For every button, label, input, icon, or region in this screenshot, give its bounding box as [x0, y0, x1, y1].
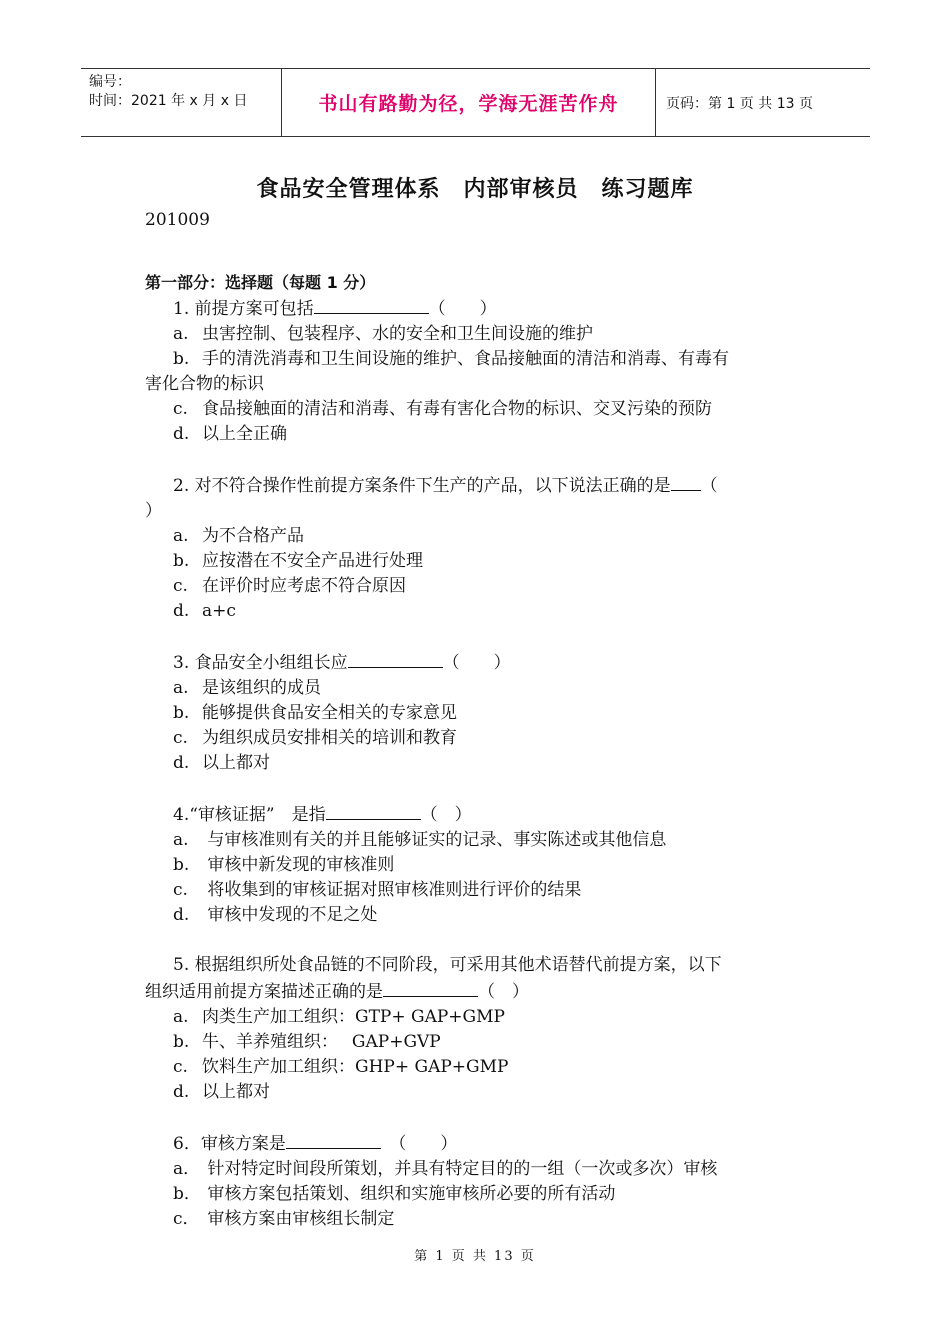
option-text: 虫害控制、包装程序、水的安全和卫生间设施的维护 [202, 324, 593, 344]
option-item [145, 1182, 810, 1207]
question-text: 1. 前提方案可包括 [173, 299, 314, 319]
question-item [145, 1105, 810, 1232]
option-label: a. [173, 678, 189, 698]
question-spacer [145, 447, 810, 472]
option-text: 肉类生产加工组织：GTP+ GAP+GMP [202, 1007, 505, 1027]
option-item [145, 422, 810, 447]
option-item [145, 1055, 810, 1080]
option-text: 是该组织的成员 [202, 678, 321, 698]
option-label: d. [173, 601, 190, 621]
answer-blank [383, 978, 478, 997]
question-stem [145, 953, 810, 978]
question-stem [145, 649, 810, 676]
option-text: 以上全正确 [202, 424, 287, 444]
question-spacer [145, 624, 810, 649]
answer-blank [314, 295, 429, 314]
option-label: b. [173, 855, 190, 875]
answer-blank [348, 649, 443, 668]
option-text: 应按潜在不安全产品进行处理 [202, 551, 423, 571]
document-code: 201009 [145, 210, 210, 230]
answer-blank [286, 1130, 381, 1149]
answer-parentheses: （ [700, 476, 718, 496]
option-item [145, 549, 810, 574]
option-item [145, 903, 810, 928]
question-item [145, 928, 810, 1105]
answer-blank [326, 801, 421, 820]
option-text: 审核中新发现的审核准则 [202, 855, 395, 875]
time-label: 时间：2021 年 x 月 x 日 [89, 93, 248, 109]
answer-parentheses: （ ） [420, 805, 472, 825]
answer-blank [671, 472, 701, 491]
option-text: 手的清洗消毒和卫生间设施的维护、食品接触面的清洁和消毒、有毒有 [202, 349, 729, 369]
question-spacer [145, 776, 810, 801]
option-text: 审核方案由审核组长制定 [202, 1209, 395, 1229]
option-label: d. [173, 753, 190, 773]
question-stem [145, 295, 810, 322]
option-text: 针对特定时间段所策划，并具有特定目的的一组（一次或多次）审核 [202, 1159, 718, 1179]
serial-label: 编号： [89, 74, 131, 90]
question-list [145, 295, 810, 1232]
option-label: c. [173, 728, 188, 748]
section-heading: 第一部分：选择题（每题 1 分） [145, 273, 376, 292]
option-item [145, 701, 810, 726]
option-text-continued: 害化合物的标识 [145, 374, 264, 394]
option-item [145, 853, 810, 878]
question-item [145, 624, 810, 776]
option-label: a. [173, 1007, 189, 1027]
option-label: a. [173, 526, 189, 546]
document-body [145, 270, 810, 1232]
option-label: c. [173, 880, 188, 900]
question-spacer [145, 1105, 810, 1130]
answer-parentheses: （ ） [380, 1134, 458, 1154]
option-label: d. [173, 424, 190, 444]
question-stem-continued [145, 978, 810, 1005]
document-title: 食品安全管理体系 内部审核员 练习题库 [256, 177, 694, 202]
page-header [81, 68, 870, 137]
question-text: 5. 根据组织所处食品链的不同阶段，可采用其他术语替代前提方案，以下 [173, 955, 722, 975]
option-item [145, 599, 810, 624]
option-text: 与审核准则有关的并且能够证实的记录、事实陈述或其他信息 [202, 830, 667, 850]
question-text: 组织适用前提方案描述正确的是 [145, 982, 383, 1002]
question-item [145, 295, 810, 447]
option-item [145, 676, 810, 701]
option-item [145, 524, 810, 549]
option-label: a. [173, 830, 189, 850]
question-spacer [145, 928, 810, 953]
option-text: 牛、羊养殖组织： GAP+GVP [202, 1032, 441, 1052]
option-text: 能够提供食品安全相关的专家意见 [202, 703, 457, 723]
question-text: 3. 食品安全小组组长应 [173, 653, 348, 673]
question-stem [145, 801, 810, 828]
option-label: b. [173, 1032, 190, 1052]
question-text: 2. 对不符合操作性前提方案条件下生产的产品，以下说法正确的是 [173, 476, 671, 496]
option-item [145, 1080, 810, 1105]
header-motto: 书山有路勤为径，学海无涯苦作舟 [281, 69, 656, 136]
option-item [145, 1157, 810, 1182]
option-text: 为组织成员安排相关的培训和教育 [202, 728, 457, 748]
option-text: a+c [202, 601, 236, 621]
question-text: 6．审核方案是 [173, 1134, 286, 1154]
question-item [145, 447, 810, 624]
option-item [145, 1005, 810, 1030]
question-text: 4.“审核证据” 是指 [173, 805, 326, 825]
option-label: b. [173, 703, 190, 723]
question-item [145, 776, 810, 928]
option-label: a. [173, 324, 189, 344]
header-page-info: 页码：第 1 页 共 13 页 [666, 95, 813, 112]
option-text: 以上都对 [202, 1082, 270, 1102]
option-text: 将收集到的审核证据对照审核准则进行评价的结果 [202, 880, 582, 900]
option-text: 以上都对 [202, 753, 270, 773]
answer-parentheses: （ ） [442, 653, 511, 673]
option-text: 饮料生产加工组织：GHP+ GAP+GMP [202, 1057, 509, 1077]
option-item [145, 397, 810, 422]
option-text: 为不合格产品 [202, 526, 304, 546]
option-item [145, 322, 810, 347]
question-stem [145, 1130, 810, 1157]
option-label: d. [173, 905, 190, 925]
header-meta [81, 69, 281, 136]
option-label: c. [173, 399, 188, 419]
option-item [145, 878, 810, 903]
option-item [145, 726, 810, 751]
option-label: b. [173, 551, 190, 571]
option-text: 食品接触面的清洁和消毒、有毒有害化合物的标识、交叉污染的预防 [202, 399, 712, 419]
option-label: c. [173, 1057, 188, 1077]
answer-parentheses: （ ） [478, 982, 529, 1002]
question-stem-continued: ） [145, 501, 162, 521]
question-stem [145, 472, 810, 499]
option-text: 在评价时应考虑不符合原因 [202, 576, 406, 596]
option-label: d. [173, 1082, 190, 1102]
option-text: 审核中发现的不足之处 [202, 905, 378, 925]
option-label: a． [173, 1159, 201, 1179]
option-item [145, 751, 810, 776]
option-label: c． [173, 1209, 200, 1229]
option-label: c. [173, 576, 188, 596]
option-item [145, 828, 810, 853]
option-item [145, 574, 810, 599]
option-item [145, 1030, 810, 1055]
option-label: b． [173, 1184, 201, 1204]
option-item [145, 347, 810, 372]
option-item [145, 1207, 810, 1232]
option-text: 审核方案包括策划、组织和实施审核所必要的所有活动 [202, 1184, 616, 1204]
option-label: b. [173, 349, 190, 369]
answer-parentheses: （ ） [428, 299, 497, 319]
page-footer: 第 1 页 共 13 页 [414, 1249, 536, 1264]
